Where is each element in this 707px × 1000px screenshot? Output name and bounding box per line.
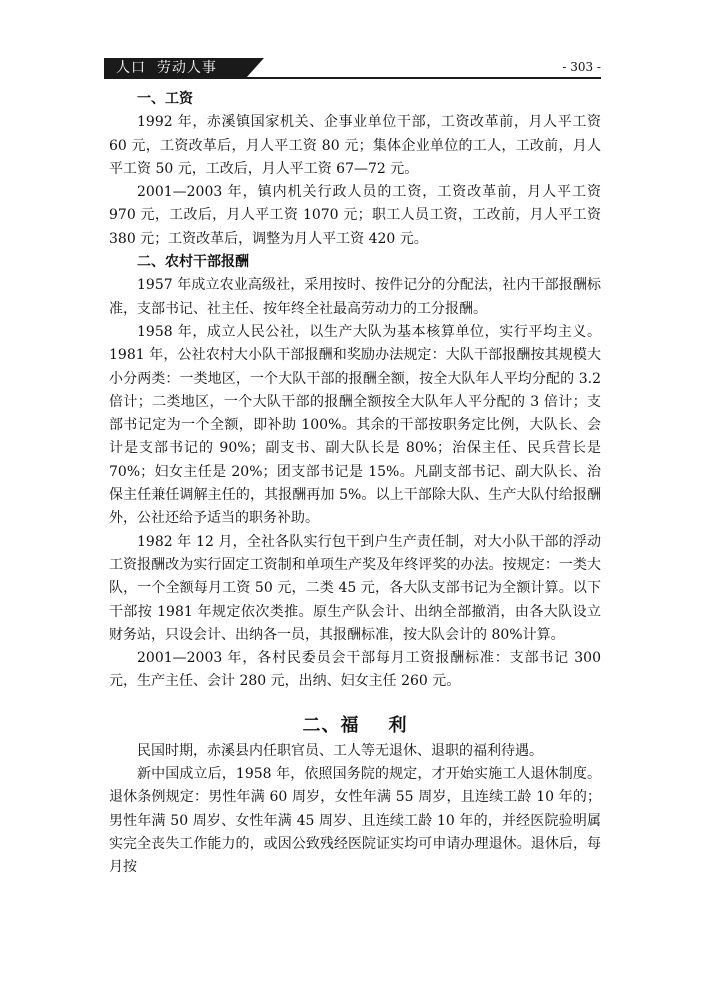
paragraph: 1958 年，成立人民公社，以生产大队为基本核算单位，实行平均主义。1981 年，公社农村大小队干部报酬和奖励办法规定：大队干部报酬按其规模大小分两类：一类地区，一个大队干部的报酬全额，按全大队年人平均分配的 3.2 倍计；二类地区，一个大队干部的报酬全额按全大队年人平分配的 3 倍计；支部书记定为一个全额，即补助 100%。其余的干部按职务定比例，大队长、会计是支部书记的 90%；副支书、副大队长是 80%；治保主任、民兵营长是 70%；妇女主任是 20%；团支部书记是 15%。凡副支部书记、副大队长、治保主任兼任调解主任的，其报酬再加 5%。以上干部除大队、生产大队付给报酬外，公社还给予适当的职务补助。 xyxy=(109,323,601,527)
section-heading-wages: 一、工资 xyxy=(137,91,193,107)
paragraph: 1957 年成立农业高级社，采用按时、按件记分的分配法，社内干部报酬标准，支部书记、社主任、按年终全社最高劳动力的工分报酬。 xyxy=(109,277,601,317)
section-heading-rural-cadre-pay: 二、农村干部报酬 xyxy=(137,254,249,271)
page-number: - 303 - xyxy=(562,60,601,74)
paragraph: 2001—2003 年，镇内机关行政人员的工资，工资改革前，月人平工资 970 元，工改后，月人平工资 1070 元；职工人员工资，工改前，月人平工资 380 元；工资改革后，调整为月人平工资 420 元。 xyxy=(109,184,601,247)
paragraph: 1982 年 12 月，全社各队实行包干到户生产责任制，对大小队干部的浮动工资报酬改为实行固定工资制和单项生产奖及年终评奖的办法。按规定：一类大队，一个全额每月工资 50 元，二类 45 元，各大队支部书记为全额计算。以下干部按 1981 年规定依次类推。原生产队会计、出纳全部撤消，由各大队设立财务站，只设会计、出纳各一员，其报酬标准，按大队会计的 80%计算。 xyxy=(109,533,601,643)
paragraph: 2001—2003 年，各村民委员会干部每月工资报酬标准：支部书记 300 元，生产主任、会计 280 元，出纳、妇女主任 260 元。 xyxy=(109,650,601,690)
paragraph: 民国时期，赤溪县内任职官员、工人等无退休、退职的福利待遇。 xyxy=(137,742,543,759)
chapter-heading-welfare: 二、福 利 xyxy=(302,714,408,736)
running-header-title: 人口 劳动人事 xyxy=(116,60,217,76)
paragraph: 新中国成立后，1958 年，依照国务院的规定，才开始实施工人退休制度。退休条例规定：男性年满 60 周岁，女性年满 55 周岁，且连续工龄 10 年的；男性年满 50 周岁、女性年满 45 周岁、且连续工龄 10 年的，并经医院验明属实完全丧失工作能力的，或因公致残经医院证实均可申请办理退休。退休后，每月按 xyxy=(109,766,601,876)
page-body xyxy=(109,88,601,880)
header-rule xyxy=(104,77,601,79)
paragraph: 1992 年，赤溪镇国家机关、企事业单位干部，工资改革前，月人平工资 60 元，工资改革后，月人平工资 80 元；集体企业单位的工人，工改前，月人平工资 50 元，工改后，月人平工资 67—72 元。 xyxy=(109,114,601,177)
